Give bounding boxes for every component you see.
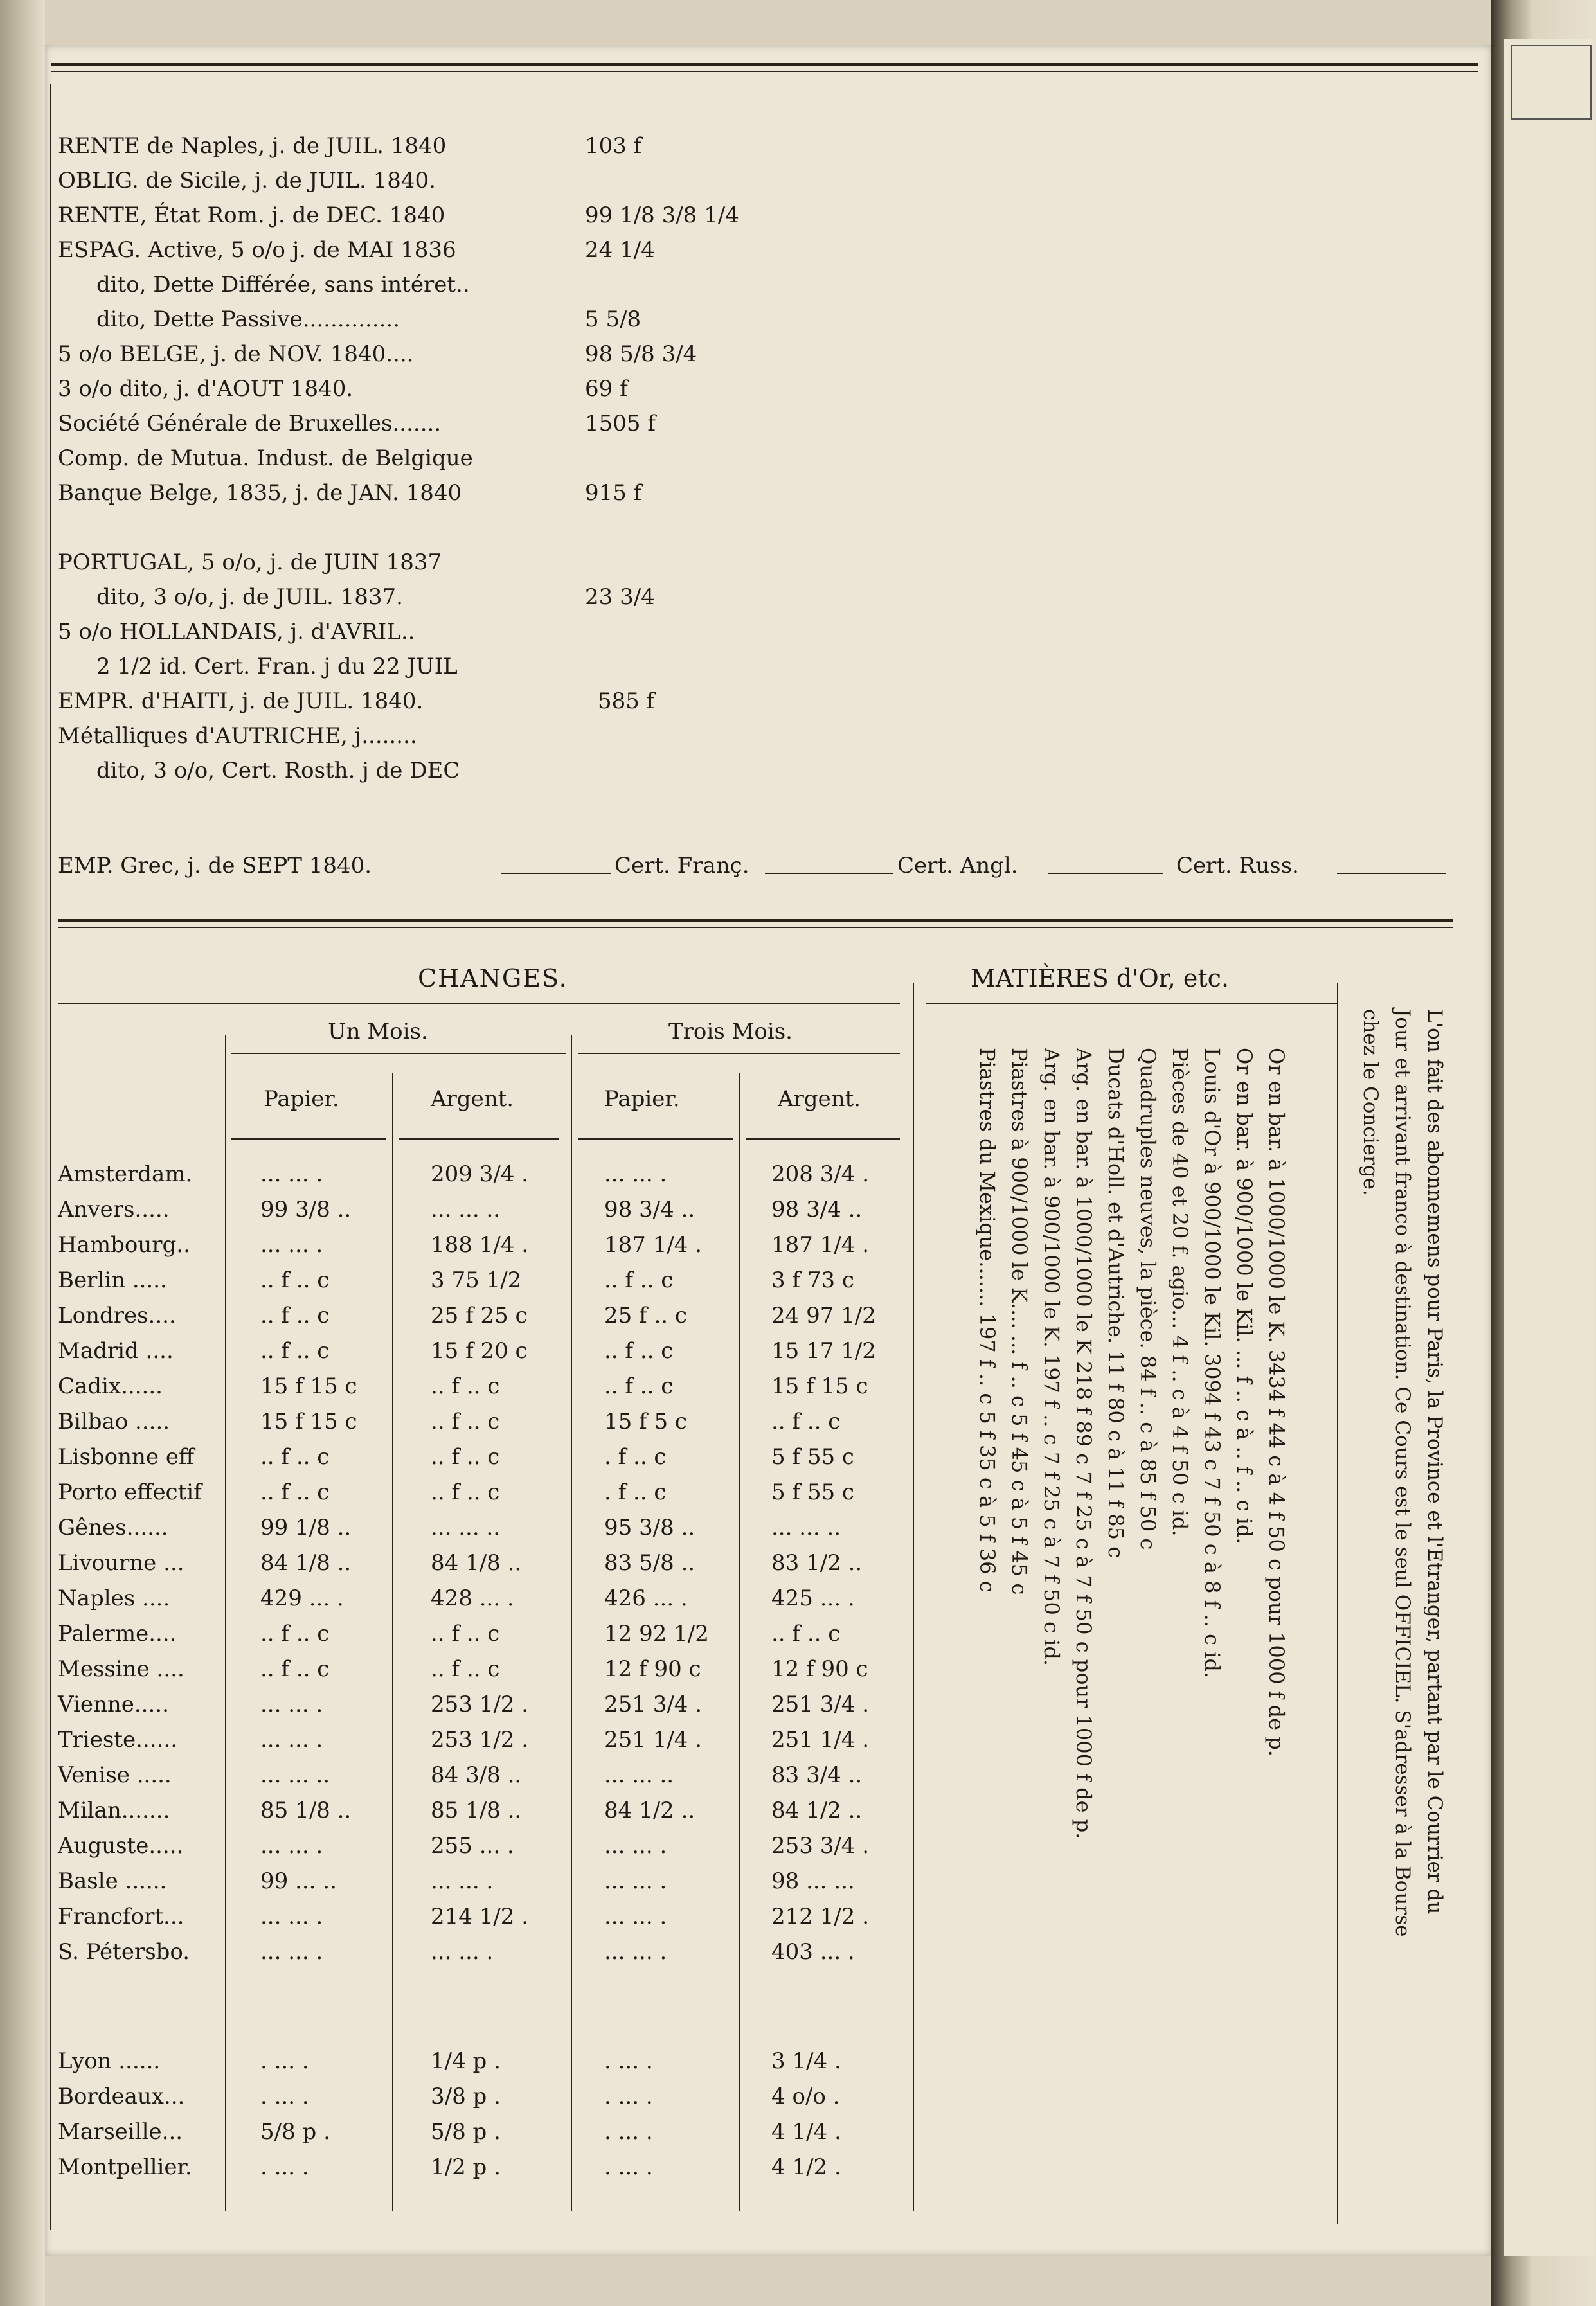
emp-grec-label: EMP. Grec, j. de SEPT 1840. <box>58 853 372 879</box>
table-row: Livourne ... 84 1/8 .. 84 1/8 .. 83 5/8 .. 83 1/2 .. <box>58 1550 863 1576</box>
table-row: Bordeaux... . ... . 3/8 p . . ... . 4 o/o . <box>58 2084 840 2109</box>
matieres-line: Louis d'Or à 900/1000 le Kil. 3094 f 43 c 7 f 50 c à 8 f .. c id. <box>1200 1048 1224 1679</box>
section-rule-thin <box>58 927 1453 928</box>
table-row: Venise ..... ... ... .. 84 3/8 .. ... ... .. 83 3/4 .. <box>58 1762 863 1788</box>
matieres-line: Pièces de 40 et 20 f. agio... 4 f .. c à 4 f 50 c id. <box>1168 1048 1192 1537</box>
table-row: S. Pétersbo. ... ... . ... ... . ... ... . 403 ... . <box>58 1939 855 1965</box>
facing-page-strip <box>1504 39 1594 2256</box>
table-row: Amsterdam. ... ... . 209 3/4 . ... ... . 208 3/4 . <box>58 1161 870 1187</box>
table-vline <box>913 983 914 2211</box>
argent-header-1: Argent. <box>431 1086 514 1112</box>
top-rule-thin <box>51 71 1478 72</box>
table-row: Londres.... .. f .. c 25 f 25 c 25 f .. c 24 97 1/2 <box>58 1303 876 1328</box>
blank-line <box>1048 873 1163 874</box>
changes-title-rule <box>58 1003 900 1004</box>
ledger-page: RENTE de Naples, j. de JUIL. 1840 103 f OBLIG. de Sicile, j. de JUIL. 1840. RENTE, État Rom. j. de DEC. 1840 99 1/8 3/8 1/4 ESPAG. Active, 5 o/o j. de MAI 1836 24 1/4 dito, Dette Différée, sans intéret.. dito, Dette Passive.............. 5 5/8 5 o/o BELGE, j. de NOV. 1840.... 98 5/8 3/4 3 o/o dito, j. d'AOUT 1840. 69 f Société Générale de Bruxelles....... 1505 f Comp. de Mutua. Indust. de Belgique Banque Belge, 1835, j. de JAN. 1840 915 f PORTUGAL, 5 o/o, j. de JUIN 1837 dito, 3 o/o, j. de JUIL. 1837. 23 3/4 5 o/o HOLLANDAIS, j. d'AVRIL.. 2 1/2 id. Cert. Fran. j du 22 JUIL EMPR. d'HAITI, j. de JUIL. 1840. 585 f Métalliques d'AUTRICHE, j........ dito, 3 o/o, Cert. Rosth. j de DEC EMP. Grec, j. de SEPT 1840. Cert. Franç. Cert. Angl. Cert. Russ. CHANGES. Un Mois. Trois Mois. Papier. Argent. Papier. Argent. Amsterdam. ... ... . 209 3/4 . ... ... . 208 3/4 . Anvers..... 99 3/8 .. ... ... .. 98 3/4 .. 98 3/4 .. Hambourg.. ... ... . 188 1/4 . 187 1/4 . 187 1/4 . Berlin ..... .. f .. c 3 75 1/2 .. f .. c 3 f 73 c Londres.... .. f .. c 25 f 25 c 25 f .. c 24 97 1/2 Madrid .... .. f .. c 15 f 20 c .. f .. c 15 17 1/2 Cadix...... 15 f 15 c .. f .. c .. f .. c 15 f 15 c Bilbao ..... 15 f 15 c .. f .. c 15 f 5 c .. f .. c Lisbonne eff .. f .. c .. f .. c . f .. c 5 f 55 c Porto effectif .. f .. c .. f .. c . f .. c 5 f 55 c Gênes...... 99 1/8 .. ... ... .. 95 3/8 .. ... ... .. Livourne ... 84 1/8 .. 84 1/8 .. 83 5/8 .. 83 1/2 .. Naples .... 429 ... . 428 ... . 426 ... . 425 ... . Palerme.... .. f .. c .. f .. c 12 92 1/2 .. f .. c Messine .... .. f .. c .. f .. c 12 f 90 c 12 f 90 c Vienne..... ... ... . 253 1/2 . 251 3/4 . 251 3/4 . Trieste...... ... ... . 253 1/2 . 251 1/4 . 251 1/4 . Venise ..... ... ... .. 84 3/8 .. ... ... .. 83 3/4 .. Milan....... 85 1/8 .. 85 1/8 .. 84 1/2 .. 84 1/2 .. Auguste..... ... ... . 255 ... . ... ... . 253 3/4 . Basle ...... 99 ... .. ... ... . ... ... . 98 ... ... Francfort... ... ... . 214 1/2 . ... ... . 212 1/2 . S. Pétersbo. ... ... . ... ... . ... ... . 403 ... . Lyon ...... . ... . 1/4 p . . ... . 3 1/4 . Bordeaux... . ... . 3/8 p . . ... . 4 o/o . Marseille... 5/8 p . 5/8 p . . ... . 4 1/4 . Montpellier. . ... . 1/2 p . . ... . 4 1/2 . MATIÈRES d'Or, etc. Or en bar. à 1000/1000 le K. 3434 f 44 c à 4 f 50 c pour 1000 f de p. Or en bar. à 900/1000 le Kil. ... f .. c à .. f .. c id. Louis d'Or à 900/1000 le Kil. 3094 f 43 c 7 f 50 c à 8 f .. c id. Pièces de 40 et 20 f. agio... 4 f .. c à 4 f 50 c id. Quadruples neuves, la pièce. 84 f .. c à 85 f 50 c Ducats d'Holl. et d'Autriche. 11 f 80 c à 11 f 85 c Arg. en bar. à 1000/1000 le K 218 f 89 c 7 f 25 c à 7 f 50 c pour 1000 f de p. Arg. en bar. à 900/1000 le K. 197 f .. c 7 f 25 c à 7 f 50 c id. Piastres à 900/1000 le K.... ... f .. c 5 f 45 c à 5 f 45 c Piastres du Mexique....... 197 f .. c 5 f 35 c à 5 f 36 c L'on fait des abonnemens pour Paris, la Province et l'Etranger, partant par le Courrier du Jour et arrivant franco à destination. Ce Cours est le seul OFFICIEL. S'adresser à la Bourse chez le Concierge. <box>45 45 1491 2256</box>
col-rule-3 <box>578 1138 733 1140</box>
matieres-line: Or en bar. à 1000/1000 le K. 3434 f 44 c à 4 f 50 c pour 1000 f de p. <box>1264 1048 1289 1756</box>
mois-rule-2 <box>578 1053 900 1054</box>
top-rule <box>51 63 1478 66</box>
cert-fr-label: Cert. Franç. <box>614 853 749 879</box>
matieres-vline <box>1337 983 1338 2224</box>
matieres-title: MATIÈRES d'Or, etc. <box>971 964 1230 992</box>
emp-grec-row <box>58 848 1472 883</box>
left-margin-line <box>50 84 51 2230</box>
facing-page-tab <box>1511 45 1592 120</box>
table-row: Montpellier. . ... . 1/2 p . . ... . 4 1/2 . <box>58 2154 841 2180</box>
matieres-line: Ducats d'Holl. et d'Autriche. 11 f 80 c à 11 f 85 c <box>1104 1048 1128 1559</box>
table-row: Vienne..... ... ... . 253 1/2 . 251 3/4 . 251 3/4 . <box>58 1692 870 1717</box>
blank-line <box>501 873 611 874</box>
table-row: Hambourg.. ... ... . 188 1/4 . 187 1/4 . 187 1/4 . <box>58 1232 870 1258</box>
table-row: Palerme.... .. f .. c .. f .. c 12 92 1/2 .. f .. c <box>58 1621 841 1647</box>
table-row: Cadix...... 15 f 15 c .. f .. c .. f .. c 15 f 15 c <box>58 1373 868 1399</box>
table-row: Porto effectif .. f .. c .. f .. c . f .. c 5 f 55 c <box>58 1479 854 1505</box>
table-row: Gênes...... 99 1/8 .. ... ... .. 95 3/8 .. ... ... .. <box>58 1515 841 1541</box>
subscription-note-line: chez le Concierge. <box>1359 1009 1382 1196</box>
matieres-line: Arg. en bar. à 900/1000 le K. 197 f .. c 7 f 25 c à 7 f 50 c id. <box>1039 1048 1064 1667</box>
argent-header-2: Argent. <box>778 1086 861 1112</box>
trois-mois-header: Trois Mois. <box>668 1019 793 1044</box>
matieres-line: Arg. en bar. à 1000/1000 le K 218 f 89 c 7 f 25 c à 7 f 50 c pour 1000 f de p. <box>1071 1048 1096 1839</box>
table-row: Basle ...... 99 ... .. ... ... . ... ... . 98 ... ... <box>58 1868 855 1894</box>
book-binding-left <box>0 0 45 2306</box>
matieres-line: Quadruples neuves, la pièce. 84 f .. c à 85 f 50 c <box>1136 1048 1160 1550</box>
blank-line <box>1337 873 1446 874</box>
matieres-line: Or en bar. à 900/1000 le Kil. ... f .. c à .. f .. c id. <box>1232 1048 1257 1544</box>
cert-en-label: Cert. Angl. <box>897 853 1018 879</box>
table-row: Auguste..... ... ... . 255 ... . ... ... . 253 3/4 . <box>58 1833 870 1859</box>
section-rule <box>58 919 1453 922</box>
changes-title: CHANGES. <box>418 964 568 992</box>
col-rule-4 <box>746 1138 900 1140</box>
table-row: Berlin ..... .. f .. c 3 75 1/2 .. f .. c 3 f 73 c <box>58 1267 854 1293</box>
col-rule-2 <box>399 1138 559 1140</box>
papier-header-2: Papier. <box>604 1086 680 1112</box>
table-row: Trieste...... ... ... . 253 1/2 . 251 1/4 . 251 1/4 . <box>58 1727 870 1753</box>
table-row: Naples .... 429 ... . 428 ... . 426 ... . 425 ... . <box>58 1586 855 1611</box>
cert-ru-label: Cert. Russ. <box>1176 853 1299 879</box>
papier-header-1: Papier. <box>264 1086 339 1112</box>
matieres-line: Piastres à 900/1000 le K.... ... f .. c 5 f 45 c à 5 f 45 c <box>1007 1048 1032 1595</box>
matieres-title-rule <box>926 1003 1337 1004</box>
table-row: Lyon ...... . ... . 1/4 p . . ... . 3 1/4 . <box>58 2048 841 2074</box>
blank-line <box>765 873 893 874</box>
table-row: Anvers..... 99 3/8 .. ... ... .. 98 3/4 .. 98 3/4 .. <box>58 1197 863 1222</box>
table-row: Madrid .... .. f .. c 15 f 20 c .. f .. c 15 17 1/2 <box>58 1338 876 1364</box>
table-row: Messine .... .. f .. c .. f .. c 12 f 90 c 12 f 90 c <box>58 1656 868 1682</box>
matieres-line: Piastres du Mexique....... 197 f .. c 5 f 35 c à 5 f 36 c <box>975 1048 1000 1593</box>
table-row: Francfort... ... ... . 214 1/2 . ... ... . 212 1/2 . <box>58 1904 870 1929</box>
table-row: Milan....... 85 1/8 .. 85 1/8 .. 84 1/2 .. 84 1/2 .. <box>58 1798 863 1823</box>
un-mois-header: Un Mois. <box>328 1019 428 1044</box>
table-row: Lisbonne eff .. f .. c .. f .. c . f .. c 5 f 55 c <box>58 1444 854 1470</box>
subscription-note-line: L'on fait des abonnemens pour Paris, la Province et l'Etranger, partant par le Courrier du <box>1423 1009 1446 1915</box>
col-rule-1 <box>231 1138 386 1140</box>
table-row: Bilbao ..... 15 f 15 c .. f .. c 15 f 5 c .. f .. c <box>58 1409 841 1435</box>
subscription-note-line: Jour et arrivant franco à destination. Ce Cours est le seul OFFICIEL. S'adresser à la Bourse <box>1391 1009 1414 1937</box>
table-row: Marseille... 5/8 p . 5/8 p . . ... . 4 1/4 . <box>58 2119 841 2145</box>
mois-rule-1 <box>231 1053 566 1054</box>
